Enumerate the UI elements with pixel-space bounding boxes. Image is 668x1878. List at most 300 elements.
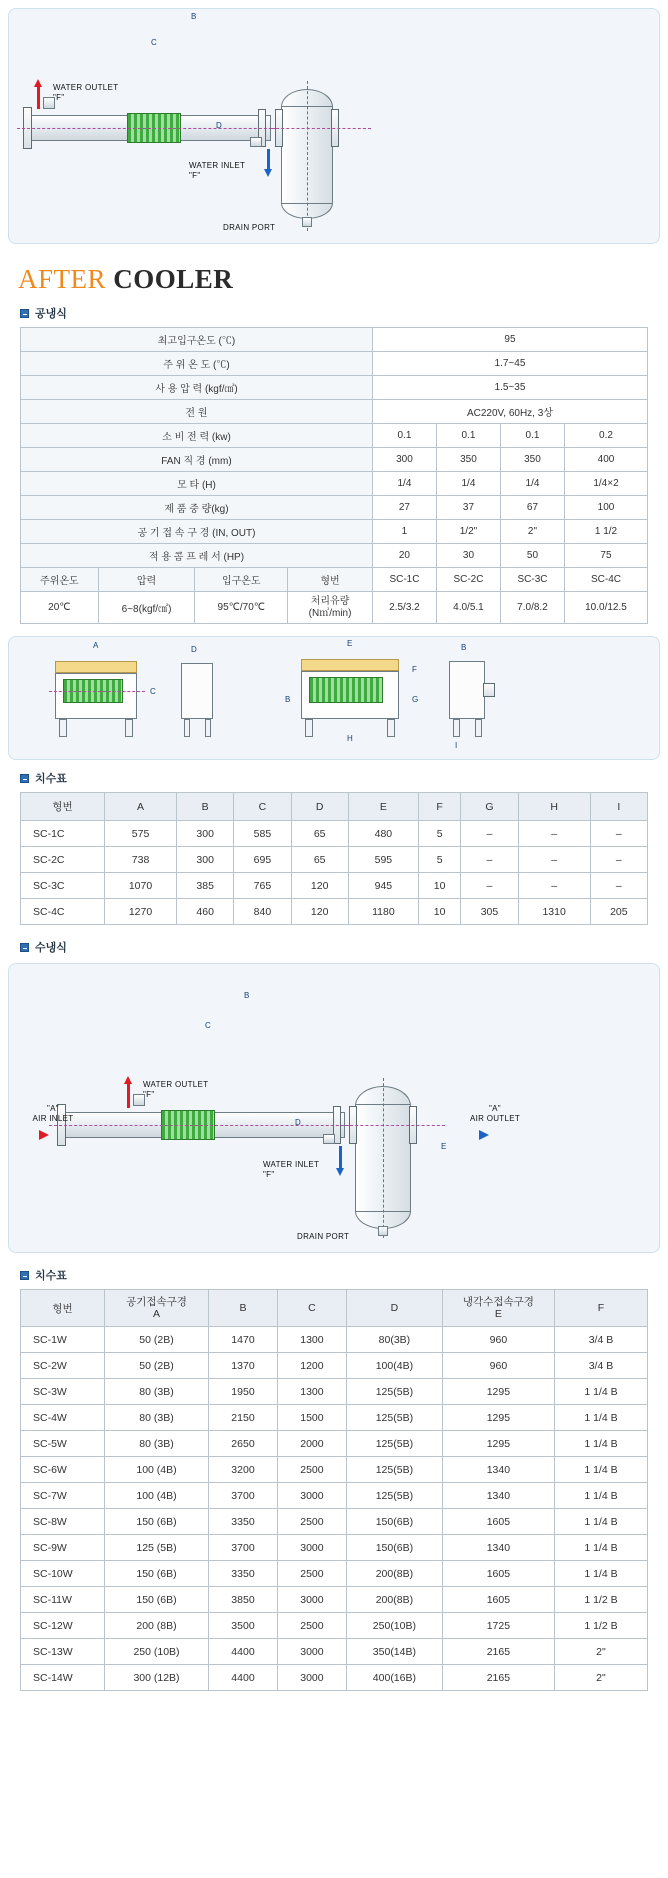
cell-model: SC-4C	[21, 899, 105, 925]
unit1-centerline	[49, 691, 145, 692]
cell: –	[590, 821, 647, 847]
spec-label: 소 비 전 력 (kw)	[21, 424, 373, 448]
unit2-label-d: D	[191, 645, 198, 654]
table-row	[21, 1535, 648, 1561]
w-dim-b-tick-r	[9, 1077, 10, 1157]
unit3-core	[309, 677, 383, 703]
section-heading-dim-table-2	[20, 1267, 668, 1283]
cell: 1500	[277, 1405, 346, 1431]
cell: 1 1/4 B	[554, 1431, 647, 1457]
cell: 150 (6B)	[105, 1561, 209, 1587]
cell-model: SC-12W	[21, 1613, 105, 1639]
cell: 1340	[442, 1535, 554, 1561]
air-inlet-arrow-icon	[39, 1130, 49, 1140]
bullet-icon	[20, 309, 29, 318]
cell: 3000	[277, 1639, 346, 1665]
table-row	[21, 1379, 648, 1405]
cell: 1340	[442, 1483, 554, 1509]
cell: 200 (8B)	[105, 1613, 209, 1639]
page-root	[0, 8, 668, 1691]
spec-value: 350	[500, 448, 564, 472]
cell: –	[518, 821, 590, 847]
cell-model: SC-3W	[21, 1379, 105, 1405]
unit3-label-left: B	[285, 695, 291, 704]
spec-label: 모 타 (H)	[21, 472, 373, 496]
cell: 125(5B)	[346, 1379, 442, 1405]
cell: 2"	[554, 1665, 647, 1691]
spec-value: 0.1	[372, 424, 436, 448]
spec-value: 1/4	[436, 472, 500, 496]
bullet-icon	[20, 774, 29, 783]
unit3-label-f: F	[412, 665, 418, 674]
cell: 840	[234, 899, 291, 925]
spec-value: 350	[436, 448, 500, 472]
cell: –	[590, 873, 647, 899]
cell: –	[590, 847, 647, 873]
cell: 385	[177, 873, 234, 899]
air-cooled-spec-table	[20, 327, 648, 624]
cell: 3350	[209, 1561, 278, 1587]
cell: 3350	[209, 1509, 278, 1535]
w-separator-centerline	[383, 1078, 384, 1238]
cell: 1 1/4 B	[554, 1535, 647, 1561]
cell: 4400	[209, 1665, 278, 1691]
cell: 1200	[277, 1353, 346, 1379]
cell: 300	[177, 821, 234, 847]
water-inlet-label: WATER INLET "F"	[189, 161, 246, 180]
cell: –	[461, 847, 518, 873]
cell: –	[461, 821, 518, 847]
cell: 125(5B)	[346, 1405, 442, 1431]
unit3-label-h: H	[347, 734, 354, 743]
spec-label: FAN 직 경 (mm)	[21, 448, 373, 472]
unit3-top-panel	[301, 659, 399, 671]
unit4-leg-right	[475, 719, 482, 737]
w-water-outlet-stem	[127, 1084, 130, 1108]
col-header: C	[277, 1290, 346, 1327]
table-row	[21, 496, 648, 520]
unit4-leg-left	[453, 719, 460, 737]
unit2-body	[181, 663, 213, 719]
cell: 1300	[277, 1379, 346, 1405]
col-header: I	[590, 793, 647, 821]
cell: 125 (5B)	[105, 1535, 209, 1561]
table-row	[21, 1327, 648, 1353]
cell: 1 1/4 B	[554, 1379, 647, 1405]
spec-value: 0.1	[500, 424, 564, 448]
dim-label-c: C	[151, 38, 158, 47]
table-row	[21, 1509, 648, 1535]
w-dim-c-tick-l	[9, 1158, 10, 1232]
cell: 1370	[209, 1353, 278, 1379]
col-header: F	[418, 793, 460, 821]
cell: 80 (3B)	[105, 1431, 209, 1457]
unit4-nozzle	[483, 683, 495, 697]
table-row	[21, 424, 648, 448]
cell: 3000	[277, 1665, 346, 1691]
cell-model: SC-5W	[21, 1431, 105, 1457]
cell: 2150	[209, 1405, 278, 1431]
spec-value: 75	[564, 544, 647, 568]
air-outlet-label: "A" AIR OUTLET	[469, 1104, 521, 1123]
footer-header: 주위온도	[21, 568, 99, 592]
w-drain-port-label: DRAIN PORT	[297, 1232, 350, 1241]
unit3-dim-right	[9, 710, 10, 760]
section-heading-water-cooled	[20, 939, 668, 955]
col-header: A	[105, 793, 177, 821]
dim-b-right-tick	[9, 95, 10, 157]
table-row	[21, 1561, 648, 1587]
cell: 945	[348, 873, 418, 899]
air-outlet-arrow-icon	[479, 1130, 489, 1140]
table-row	[21, 821, 648, 847]
cell: 585	[234, 821, 291, 847]
cell-model: SC-6W	[21, 1457, 105, 1483]
cell: 65	[291, 847, 348, 873]
spec-value: 20	[372, 544, 436, 568]
w-water-outlet-label: WATER OUTLET "F"	[143, 1080, 209, 1099]
spec-value: 2"	[500, 520, 564, 544]
col-header-air-conn: 공기접속구경 A	[105, 1290, 209, 1327]
col-header: 형번	[21, 793, 105, 821]
w-separator-centerline-h	[345, 1125, 445, 1126]
w-water-inlet-label: WATER INLET "F"	[263, 1160, 320, 1179]
cell-model: SC-3C	[21, 873, 105, 899]
col-header: C	[234, 793, 291, 821]
model-header: SC-4C	[564, 568, 647, 592]
dim-label-d: D	[216, 121, 223, 130]
cell: 1 1/2 B	[554, 1587, 647, 1613]
table-row	[21, 400, 648, 424]
w-dim-label-b: B	[244, 991, 250, 1000]
spec-value: 300	[372, 448, 436, 472]
cell: 3500	[209, 1613, 278, 1639]
separator-centerline-h	[271, 128, 371, 129]
cell: 2165	[442, 1665, 554, 1691]
cell: 120	[291, 873, 348, 899]
cell: 150 (6B)	[105, 1509, 209, 1535]
section-heading-dim-table-2-label: 치수표	[35, 1270, 67, 1282]
water-cooled-dimension-table	[20, 1289, 648, 1691]
spec-value: 0.2	[564, 424, 647, 448]
spec-label: 주 위 온 도 (℃)	[21, 352, 373, 376]
bullet-icon	[20, 943, 29, 952]
table-row	[21, 1665, 648, 1691]
spec-value: 1	[372, 520, 436, 544]
unit-drawings-panel	[8, 636, 660, 760]
table-row	[21, 1587, 648, 1613]
footer-header: 형번	[288, 568, 373, 592]
cell: 1270	[105, 899, 177, 925]
spec-value: 1.7~45	[372, 352, 647, 376]
cell: 5	[418, 821, 460, 847]
drain-port-label: DRAIN PORT	[223, 223, 276, 232]
cell: 1605	[442, 1587, 554, 1613]
spec-value: 1 1/2	[564, 520, 647, 544]
top-heat-exchanger-diagram	[8, 8, 660, 244]
cell: 575	[105, 821, 177, 847]
cell: 3/4 B	[554, 1327, 647, 1353]
col-header: H	[518, 793, 590, 821]
unit1-top-panel	[55, 661, 137, 673]
w-dim-label-d: D	[295, 1118, 302, 1127]
cell: 1470	[209, 1327, 278, 1353]
table-row	[21, 1431, 648, 1457]
footer-data: 2.5/3.2	[372, 592, 436, 624]
cell: 3700	[209, 1483, 278, 1509]
cell-model: SC-7W	[21, 1483, 105, 1509]
table-row	[21, 520, 648, 544]
col-header: 형번	[21, 1290, 105, 1327]
cell: –	[518, 873, 590, 899]
pipe-centerline	[17, 128, 287, 129]
cell-model: SC-10W	[21, 1561, 105, 1587]
model-header: SC-3C	[500, 568, 564, 592]
cell: 300	[177, 847, 234, 873]
table-row	[21, 873, 648, 899]
cell: 595	[348, 847, 418, 873]
cell: 10	[418, 899, 460, 925]
cell-model: SC-2W	[21, 1353, 105, 1379]
unit4-body	[449, 661, 485, 719]
cell: 2500	[277, 1561, 346, 1587]
unit1-label-a: A	[93, 641, 99, 650]
cell: 1295	[442, 1405, 554, 1431]
cell: 1 1/4 B	[554, 1561, 647, 1587]
unit1-dim-c	[9, 654, 10, 708]
cell: 3000	[277, 1587, 346, 1613]
w-water-inlet-nozzle	[323, 1134, 335, 1144]
section-heading-air-cooled-label: 공냉식	[35, 308, 67, 320]
cell: 200(8B)	[346, 1561, 442, 1587]
table-row	[21, 568, 648, 592]
cell: 1 1/4 B	[554, 1509, 647, 1535]
table-row	[21, 1613, 648, 1639]
cell: 150(6B)	[346, 1509, 442, 1535]
unit3-leg-right	[387, 719, 395, 737]
water-cooled-diagram	[8, 963, 660, 1253]
cell-model: SC-2C	[21, 847, 105, 873]
spec-value: 1/4×2	[564, 472, 647, 496]
unit3-label-g: G	[412, 695, 419, 704]
cell: 100(4B)	[346, 1353, 442, 1379]
spec-label: 제 품 중 량(kg)	[21, 496, 373, 520]
cell: 200(8B)	[346, 1587, 442, 1613]
table-row	[21, 1639, 648, 1665]
separator-centerline	[307, 81, 308, 231]
water-outlet-label: WATER OUTLET "F"	[53, 83, 119, 102]
section-heading-dim-table-1-label: 치수표	[35, 773, 67, 785]
cell: 300 (12B)	[105, 1665, 209, 1691]
cell: 1 1/4 B	[554, 1483, 647, 1509]
cell: 5	[418, 847, 460, 873]
cell: 100 (4B)	[105, 1483, 209, 1509]
spec-value: 1/4	[500, 472, 564, 496]
cell: 1 1/4 B	[554, 1405, 647, 1431]
cell: 2500	[277, 1509, 346, 1535]
spec-value: 1.5~35	[372, 376, 647, 400]
w-water-outlet-arrow-icon	[124, 1076, 132, 1084]
spec-value: 400	[564, 448, 647, 472]
cell: 2500	[277, 1457, 346, 1483]
water-inlet-nozzle	[250, 137, 262, 147]
spec-value: 95	[372, 328, 647, 352]
cell: 350(14B)	[346, 1639, 442, 1665]
w-dim-label-c: C	[205, 1021, 212, 1030]
table-row	[21, 1353, 648, 1379]
spec-value: 1/4	[372, 472, 436, 496]
cell: 1605	[442, 1561, 554, 1587]
unit1-leg-right	[125, 719, 133, 737]
unit1-dim-a-tick-r	[9, 646, 10, 654]
cell-model: SC-1W	[21, 1327, 105, 1353]
cell: 738	[105, 847, 177, 873]
spec-value: 27	[372, 496, 436, 520]
footer-flow-label: 처리유량 (N㎥/min)	[288, 592, 373, 624]
footer-data: 10.0/12.5	[564, 592, 647, 624]
table-row	[21, 1405, 648, 1431]
cell: 2165	[442, 1639, 554, 1665]
w-dim-c-tick-r	[9, 1232, 10, 1253]
cell: –	[518, 847, 590, 873]
spec-value: 67	[500, 496, 564, 520]
water-outlet-stem	[37, 87, 40, 109]
footer-data: 4.0/5.1	[436, 592, 500, 624]
spec-label: 공 기 접 속 구 경 (IN, OUT)	[21, 520, 373, 544]
cell: 1070	[105, 873, 177, 899]
water-outlet-arrow-icon	[34, 79, 42, 87]
cell: 100 (4B)	[105, 1457, 209, 1483]
cell: 65	[291, 821, 348, 847]
w-dim-b-tick-l	[9, 965, 10, 1077]
section-heading-dim-table-1	[20, 770, 668, 786]
col-header: B	[177, 793, 234, 821]
spec-value: 0.1	[436, 424, 500, 448]
cell: 960	[442, 1353, 554, 1379]
table-row	[21, 1457, 648, 1483]
section-heading-air-cooled	[20, 305, 668, 321]
table-header-row	[21, 793, 648, 821]
w-dim-b-line	[9, 964, 389, 965]
unit1-leg-left	[59, 719, 67, 737]
cell: 1 1/4 B	[554, 1457, 647, 1483]
table-row	[21, 352, 648, 376]
cell: 1310	[518, 899, 590, 925]
cell: 2500	[277, 1613, 346, 1639]
cell: 4400	[209, 1639, 278, 1665]
cell: 1340	[442, 1457, 554, 1483]
spec-label: 사 용 압 력 (kgf/㎠)	[21, 376, 373, 400]
dim-c-left-tick	[9, 158, 10, 218]
cell: 80(3B)	[346, 1327, 442, 1353]
cell: 1 1/2 B	[554, 1613, 647, 1639]
cell: 1725	[442, 1613, 554, 1639]
spec-value: 100	[564, 496, 647, 520]
cell: 2"	[554, 1639, 647, 1665]
cell: 80 (3B)	[105, 1405, 209, 1431]
table-row	[21, 328, 648, 352]
cell: 2650	[209, 1431, 278, 1457]
col-header: F	[554, 1290, 647, 1327]
cell: 3850	[209, 1587, 278, 1613]
cell: 3/4 B	[554, 1353, 647, 1379]
spec-value: AC220V, 60Hz, 3상	[372, 400, 647, 424]
cell: 695	[234, 847, 291, 873]
cell: 205	[590, 899, 647, 925]
cell-model: SC-11W	[21, 1587, 105, 1613]
cell-model: SC-8W	[21, 1509, 105, 1535]
dim-c-right-tick	[9, 218, 10, 244]
footer-data: 7.0/8.2	[500, 592, 564, 624]
air-cooled-dimension-table	[20, 792, 648, 925]
cell-model: SC-1C	[21, 821, 105, 847]
footer-value: 95℃/70℃	[195, 592, 288, 624]
cell: 3200	[209, 1457, 278, 1483]
unit3-leg-left	[305, 719, 313, 737]
cell: 1950	[209, 1379, 278, 1405]
spec-value: 1/2"	[436, 520, 500, 544]
footer-value: 20℃	[21, 592, 99, 624]
spec-value: 50	[500, 544, 564, 568]
cell: 3000	[277, 1535, 346, 1561]
cell: 400(16B)	[346, 1665, 442, 1691]
cell: 10	[418, 873, 460, 899]
cell: 460	[177, 899, 234, 925]
cell: 3000	[277, 1483, 346, 1509]
air-inlet-label: "A" AIR INLET	[32, 1104, 74, 1123]
table-row	[21, 448, 648, 472]
cell: 80 (3B)	[105, 1379, 209, 1405]
dim-b-left-tick	[9, 9, 10, 95]
col-header: D	[346, 1290, 442, 1327]
dim-label-b: B	[191, 12, 197, 21]
col-header: D	[291, 793, 348, 821]
cell: 125(5B)	[346, 1457, 442, 1483]
col-header: B	[209, 1290, 278, 1327]
unit1-dim-a-tick-l	[9, 638, 10, 646]
cell-model: SC-9W	[21, 1535, 105, 1561]
cell-model: SC-13W	[21, 1639, 105, 1665]
table-row	[21, 592, 648, 624]
table-header-row	[21, 1290, 648, 1327]
cell: 50 (2B)	[105, 1353, 209, 1379]
footer-header: 압력	[98, 568, 195, 592]
unit1-label-c: C	[150, 687, 157, 696]
cell: 3700	[209, 1535, 278, 1561]
spec-label: 전 원	[21, 400, 373, 424]
unit4-label-i: I	[455, 741, 458, 750]
footer-header: 입구온도	[195, 568, 288, 592]
unit1-dim-a	[9, 637, 87, 638]
cell: 2000	[277, 1431, 346, 1457]
cell: 1295	[442, 1431, 554, 1457]
model-header: SC-1C	[372, 568, 436, 592]
cell: –	[461, 873, 518, 899]
cell: 120	[291, 899, 348, 925]
cell: 305	[461, 899, 518, 925]
section-heading-water-cooled-label: 수냉식	[35, 942, 67, 954]
page-title	[18, 264, 668, 295]
cell: 150(6B)	[346, 1535, 442, 1561]
cell-model: SC-14W	[21, 1665, 105, 1691]
title-cooler: COOLER	[113, 264, 234, 294]
cell: 150 (6B)	[105, 1587, 209, 1613]
cell: 1180	[348, 899, 418, 925]
unit2-leg-right	[205, 719, 211, 737]
title-after: AFTER	[18, 264, 107, 294]
cell: 125(5B)	[346, 1431, 442, 1457]
table-row	[21, 847, 648, 873]
